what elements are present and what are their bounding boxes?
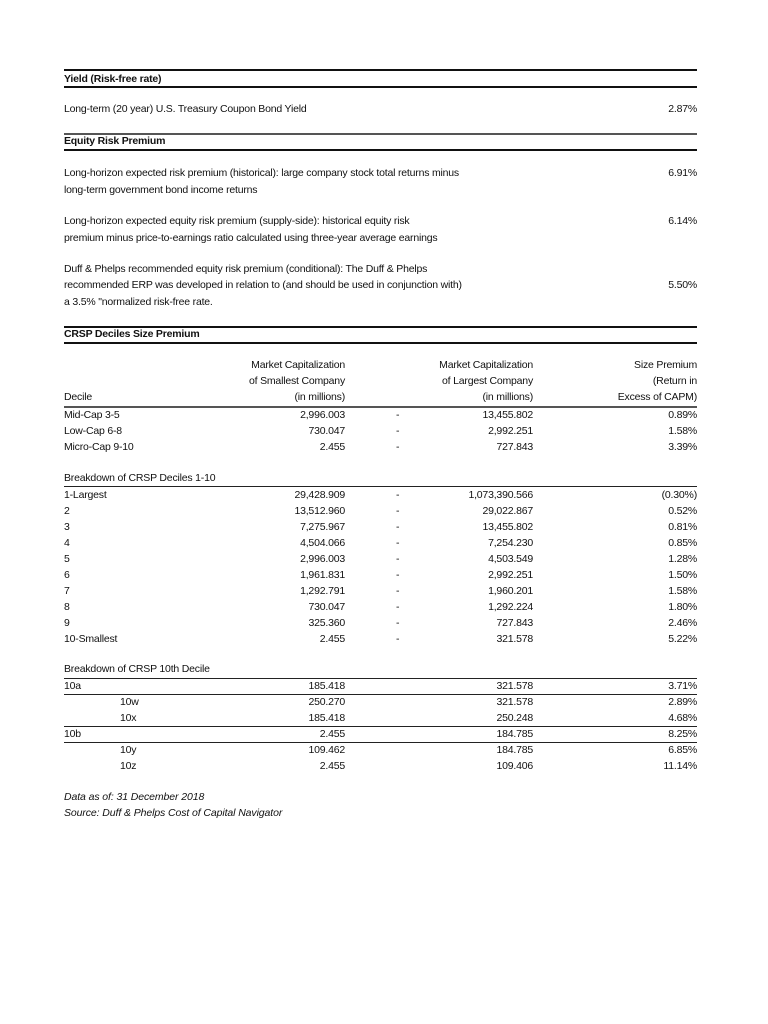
table-cell: 11.14% xyxy=(663,760,697,772)
breakdown-title: Breakdown of CRSP Deciles 1-10 xyxy=(64,472,216,484)
table-cell: 185.418 xyxy=(308,712,345,724)
table-header xyxy=(64,358,697,406)
table-cell: 3 xyxy=(64,521,70,533)
table-cell: 1,292.224 xyxy=(488,601,533,613)
table-cell: Micro-Cap 9-10 xyxy=(64,441,134,453)
table-cell: 9 xyxy=(64,617,70,629)
yield-label: Long-term (20 year) U.S. Treasury Coupon Bond Yield xyxy=(64,103,307,115)
table-cell: - xyxy=(396,617,400,629)
table-cell: - xyxy=(396,521,400,533)
table-cell: 2.455 xyxy=(319,760,345,772)
table-cell: 5.22% xyxy=(668,633,697,645)
table-cell: 1.50% xyxy=(668,569,697,581)
header-small-1: Market Capitalization xyxy=(251,359,345,371)
table-cell: 321.578 xyxy=(496,696,533,708)
erp-historical-line2: long-term government bond income returns xyxy=(64,184,258,196)
table-cell: 730.047 xyxy=(308,601,345,613)
table-cell: 2.46% xyxy=(668,617,697,629)
table-cell: 1,960.201 xyxy=(488,585,533,597)
divider xyxy=(64,149,697,151)
header-prem-1: Size Premium xyxy=(634,359,697,371)
table-cell: 1.28% xyxy=(668,553,697,565)
table-cell: Mid-Cap 3-5 xyxy=(64,409,120,421)
divider xyxy=(64,69,697,71)
table-cell: 0.81% xyxy=(668,521,697,533)
table-cell: - xyxy=(396,537,400,549)
section-title-erp: Equity Risk Premium xyxy=(64,135,166,147)
header-large-3: (in millions) xyxy=(482,391,533,403)
table-cell: 2,996.003 xyxy=(300,553,345,565)
erp-supply-value: 6.14% xyxy=(668,215,697,227)
table-row xyxy=(64,551,697,567)
erp-recommended-line1: Duff & Phelps recommended equity risk premium (conditional): The Duff & Phelps xyxy=(64,263,428,275)
table-cell: - xyxy=(396,505,400,517)
data-date-note: Data as of: 31 December 2018 xyxy=(64,791,205,803)
yield-value: 2.87% xyxy=(668,103,697,115)
table-row xyxy=(64,535,697,551)
table-cell: 2.455 xyxy=(319,728,345,740)
table-row xyxy=(64,439,697,455)
table-cell: - xyxy=(396,601,400,613)
table-cell: 10b xyxy=(64,728,81,740)
header-decile: Decile xyxy=(64,391,92,403)
table-cell: 321.578 xyxy=(496,633,533,645)
table-cell: 727.843 xyxy=(496,617,533,629)
table-cell: 4,503.549 xyxy=(488,553,533,565)
table-cell: 250.270 xyxy=(308,696,345,708)
table-cell: 1,073,390.566 xyxy=(468,489,533,501)
table-cell: 5 xyxy=(64,553,70,565)
table-row xyxy=(64,758,697,774)
header-small-2: of Smallest Company xyxy=(249,375,345,387)
table-cell: 109.462 xyxy=(308,744,345,756)
table-cell: - xyxy=(396,569,400,581)
erp-supply-line1: Long-horizon expected equity risk premium (supply-side): historical equity risk xyxy=(64,215,410,227)
table-cell: 2 xyxy=(64,505,70,517)
table-cell: 29,428.909 xyxy=(294,489,345,501)
table-row xyxy=(64,742,697,758)
erp-historical-value: 6.91% xyxy=(668,167,697,179)
table-cell: 13,455.802 xyxy=(482,409,533,421)
header-large-1: Market Capitalization xyxy=(439,359,533,371)
table-cell: 1.58% xyxy=(668,585,697,597)
table-row xyxy=(64,615,697,631)
table-cell: - xyxy=(396,409,400,421)
table-row xyxy=(64,503,697,519)
section-title-yield: Yield (Risk-free rate) xyxy=(64,73,162,85)
table-row xyxy=(64,423,697,439)
table-row xyxy=(64,583,697,599)
table-row xyxy=(64,567,697,583)
table-row xyxy=(64,694,697,710)
header-prem-3: Excess of CAPM) xyxy=(617,391,697,403)
table-cell: 8 xyxy=(64,601,70,613)
table-cell: 727.843 xyxy=(496,441,533,453)
table-cell: 730.047 xyxy=(308,425,345,437)
table-cell: 1.80% xyxy=(668,601,697,613)
table-cell: 2,992.251 xyxy=(488,425,533,437)
header-small-3: (in millions) xyxy=(294,391,345,403)
table-cell: 3.71% xyxy=(668,680,697,692)
table-cell: 0.89% xyxy=(668,409,697,421)
table-cell: 325.360 xyxy=(308,617,345,629)
section-title-crsp: CRSP Deciles Size Premium xyxy=(64,328,200,340)
table-cell: 2,996.003 xyxy=(300,409,345,421)
table-cell: 109.406 xyxy=(496,760,533,772)
source-note: Source: Duff & Phelps Cost of Capital Navigator xyxy=(64,807,283,819)
table-cell: 2.89% xyxy=(668,696,697,708)
table-cell: 7,254.230 xyxy=(488,537,533,549)
table-row xyxy=(64,631,697,647)
table-cell: 7 xyxy=(64,585,70,597)
table-row xyxy=(64,407,697,423)
table-cell: 7,275.967 xyxy=(300,521,345,533)
erp-recommended-line3: a 3.5% "normalized risk-free rate. xyxy=(64,296,213,308)
divider xyxy=(64,86,697,88)
table-row xyxy=(64,519,697,535)
table-cell: 4 xyxy=(64,537,70,549)
table-cell: 1.58% xyxy=(668,425,697,437)
table-cell: 184.785 xyxy=(496,744,533,756)
table-cell: 29,022.867 xyxy=(482,505,533,517)
table-cell: 4,504.066 xyxy=(300,537,345,549)
table-cell: 0.85% xyxy=(668,537,697,549)
tenth-decile-title: Breakdown of CRSP 10th Decile xyxy=(64,663,210,675)
table-cell: 1-Largest xyxy=(64,489,107,501)
erp-recommended-line2: recommended ERP was developed in relation to (and should be used in conjunction with) xyxy=(64,279,462,291)
table-cell: 10y xyxy=(120,744,137,756)
table-cell: 10x xyxy=(120,712,137,724)
table-cell: 1,961.831 xyxy=(300,569,345,581)
table-cell: (0.30%) xyxy=(661,489,697,501)
table-cell: 13,512.960 xyxy=(294,505,345,517)
table-cell: - xyxy=(396,553,400,565)
table-row xyxy=(64,710,697,726)
table-cell: 10z xyxy=(120,760,137,772)
table-cell: 6 xyxy=(64,569,70,581)
table-cell: 2.455 xyxy=(319,633,345,645)
table-cell: 1,292.791 xyxy=(300,585,345,597)
table-cell: 250.248 xyxy=(496,712,533,724)
table-cell: 10w xyxy=(120,696,139,708)
erp-recommended-value: 5.50% xyxy=(668,279,697,291)
table-cell: 6.85% xyxy=(668,744,697,756)
header-prem-2: (Return in xyxy=(652,375,697,387)
table-cell: 4.68% xyxy=(668,712,697,724)
table-row xyxy=(64,599,697,615)
table-cell: - xyxy=(396,441,400,453)
table-cell: Low-Cap 6-8 xyxy=(64,425,122,437)
erp-historical-line1: Long-horizon expected risk premium (historical): large company stock total returns minus xyxy=(64,167,459,179)
table-cell: 13,455.802 xyxy=(482,521,533,533)
table-cell: 321.578 xyxy=(496,680,533,692)
table-cell: 2.455 xyxy=(319,441,345,453)
table-cell: 3.39% xyxy=(668,441,697,453)
table-cell: 2,992.251 xyxy=(488,569,533,581)
divider xyxy=(64,342,697,344)
erp-supply-line2: premium minus price-to-earnings ratio calculated using three-year average earnings xyxy=(64,232,438,244)
table-row xyxy=(64,726,697,742)
header-large-2: of Largest Company xyxy=(442,375,533,387)
table-row xyxy=(64,678,697,694)
table-cell: 0.52% xyxy=(668,505,697,517)
table-cell: - xyxy=(396,633,400,645)
table-cell: 10-Smallest xyxy=(64,633,118,645)
table-cell: - xyxy=(396,425,400,437)
table-row xyxy=(64,487,697,503)
table-cell: 185.418 xyxy=(308,680,345,692)
table-cell: 10a xyxy=(64,680,81,692)
table-cell: - xyxy=(396,489,400,501)
table-cell: 8.25% xyxy=(668,728,697,740)
table-cell: - xyxy=(396,585,400,597)
table-cell: 184.785 xyxy=(496,728,533,740)
